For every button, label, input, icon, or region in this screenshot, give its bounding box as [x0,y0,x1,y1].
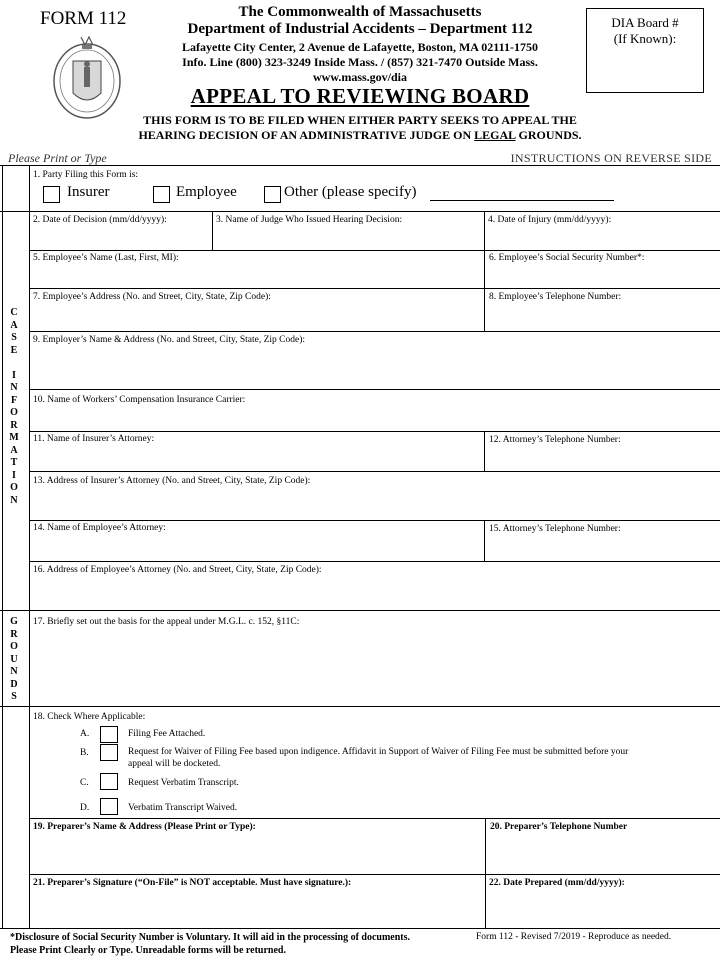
grounds-label: G R O U N D S [10,616,18,702]
option-b-letter: B. [80,748,89,758]
subtitle-end: GROUNDS. [515,128,582,142]
employee-phone-field[interactable]: 8. Employee’s Telephone Number: [489,292,622,302]
judge-name-field[interactable]: 3. Name of Judge Who Issued Hearing Decision: [216,215,403,225]
option-c-letter: C. [80,778,89,788]
footer-note1: *Disclosure of Social Security Number is Voluntary. It will aid in the processing of documents. [10,932,411,943]
employee-ssn-field[interactable]: 6. Employee’s Social Security Number*: [489,253,645,263]
insurance-carrier-field[interactable]: 10. Name of Workers’ Compensation Insurance Carrier: [33,395,246,405]
insurer-checkbox[interactable] [43,186,60,203]
preparer-phone-field[interactable]: 20. Preparer’s Telephone Number [490,822,628,832]
option-c-text: Request Verbatim Transcript. [128,778,239,788]
header-line5: www.mass.gov/dia [312,70,407,84]
employee-attorney-field[interactable]: 14. Name of Employee’s Attorney: [33,523,166,533]
footer-note2: Please Print Clearly or Type. Unreadable forms will be returned. [10,945,286,956]
option-b-checkbox[interactable] [100,744,118,761]
dia-board-sub: (If Known): [613,31,677,46]
field-1-label: 1. Party Filing this Form is: [33,170,139,180]
option-a-text: Filing Fee Attached. [128,729,206,739]
instructions-note: INSTRUCTIONS ON REVERSE SIDE [510,151,712,165]
employee-checkbox[interactable] [153,186,170,203]
form-number: FORM 112 [40,8,127,29]
other-label: Other (please specify) [284,184,417,200]
dia-board-label: DIA Board # [611,15,679,30]
employee-attorney-address-field[interactable]: 16. Address of Employee’s Attorney (No. and Street, City, State, Zip Code): [33,565,322,575]
subtitle-legal: LEGAL [474,128,516,142]
option-d-letter: D. [80,803,90,813]
employee-name-field[interactable]: 5. Employee’s Name (Last, First, MI): [33,253,179,263]
form-title: APPEAL TO REVIEWING BOARD [190,84,530,108]
date-prepared-field[interactable]: 22. Date Prepared (mm/dd/yyyy): [489,878,625,888]
dia-board-box[interactable] [586,8,704,93]
employee-address-field[interactable]: 7. Employee’s Address (No. and Street, City, State, Zip Code): [33,292,271,302]
header-line1: The Commonwealth of Massachusetts [238,4,482,20]
insurer-attorney-field[interactable]: 11. Name of Insurer’s Attorney: [33,434,155,444]
subtitle-line1: THIS FORM IS TO BE FILED WHEN EITHER PARTY SEEKS TO APPEAL THE [143,113,577,127]
option-b-text1: Request for Waiver of Filing Fee based upon indigence. Affidavit in Support of Waiver of Filing Fee must be submitted before your [128,747,629,757]
option-d-text: Verbatim Transcript Waived. [128,803,238,813]
option-b-text2: appeal will be docketed. [128,759,221,769]
header-line4: Info. Line (800) 323-3249 Inside Mass. / (857) 321-7470 Outside Mass. [182,55,538,69]
employee-attorney-phone-field[interactable]: 15. Attorney’s Telephone Number: [489,524,621,534]
subtitle-part: HEARING DECISION OF AN ADMINISTRATIVE JUDGE ON [138,128,475,142]
option-c-checkbox[interactable] [100,773,118,790]
check-applicable-label: 18. Check Where Applicable: [33,712,146,722]
other-specify-line[interactable] [430,200,614,201]
preparer-name-field[interactable]: 19. Preparer’s Name & Address (Please Print or Type): [33,822,256,832]
employer-field[interactable]: 9. Employer’s Name & Address (No. and Street, City, State, Zip Code): [33,335,306,345]
insurer-label: Insurer [67,184,110,200]
appeal-basis-field[interactable]: 17. Briefly set out the basis for the appeal under M.G.L. c. 152, §11C: [33,617,300,627]
employee-label: Employee [176,184,237,200]
insurer-attorney-address-field[interactable]: 13. Address of Insurer’s Attorney (No. and Street, City, State, Zip Code): [33,476,311,486]
case-information-label: C A S E I N F O R M A T I O N [9,307,19,506]
option-a-checkbox[interactable] [100,726,118,743]
print-note: Please Print or Type [8,151,107,165]
date-of-injury-field[interactable]: 4. Date of Injury (mm/dd/yyyy): [488,215,612,225]
state-seal-icon [51,31,123,121]
preparer-signature-field[interactable]: 21. Preparer’s Signature (“On-File” is NOT acceptable. Must have signature.): [33,878,352,888]
option-d-checkbox[interactable] [100,798,118,815]
header-line2: Department of Industrial Accidents – Department 112 [187,21,533,37]
other-checkbox[interactable] [264,186,281,203]
date-of-decision-field[interactable]: 2. Date of Decision (mm/dd/yyyy): [33,215,167,225]
subtitle-line2 [120,128,600,143]
insurer-attorney-phone-field[interactable]: 12. Attorney’s Telephone Number: [489,435,621,445]
header-line3: Lafayette City Center, 2 Avenue de Lafayette, Boston, MA 02111-1750 [182,40,538,54]
option-a-letter: A. [80,729,90,739]
footer-revision: Form 112 - Revised 7/2019 - Reproduce as needed. [476,932,672,942]
